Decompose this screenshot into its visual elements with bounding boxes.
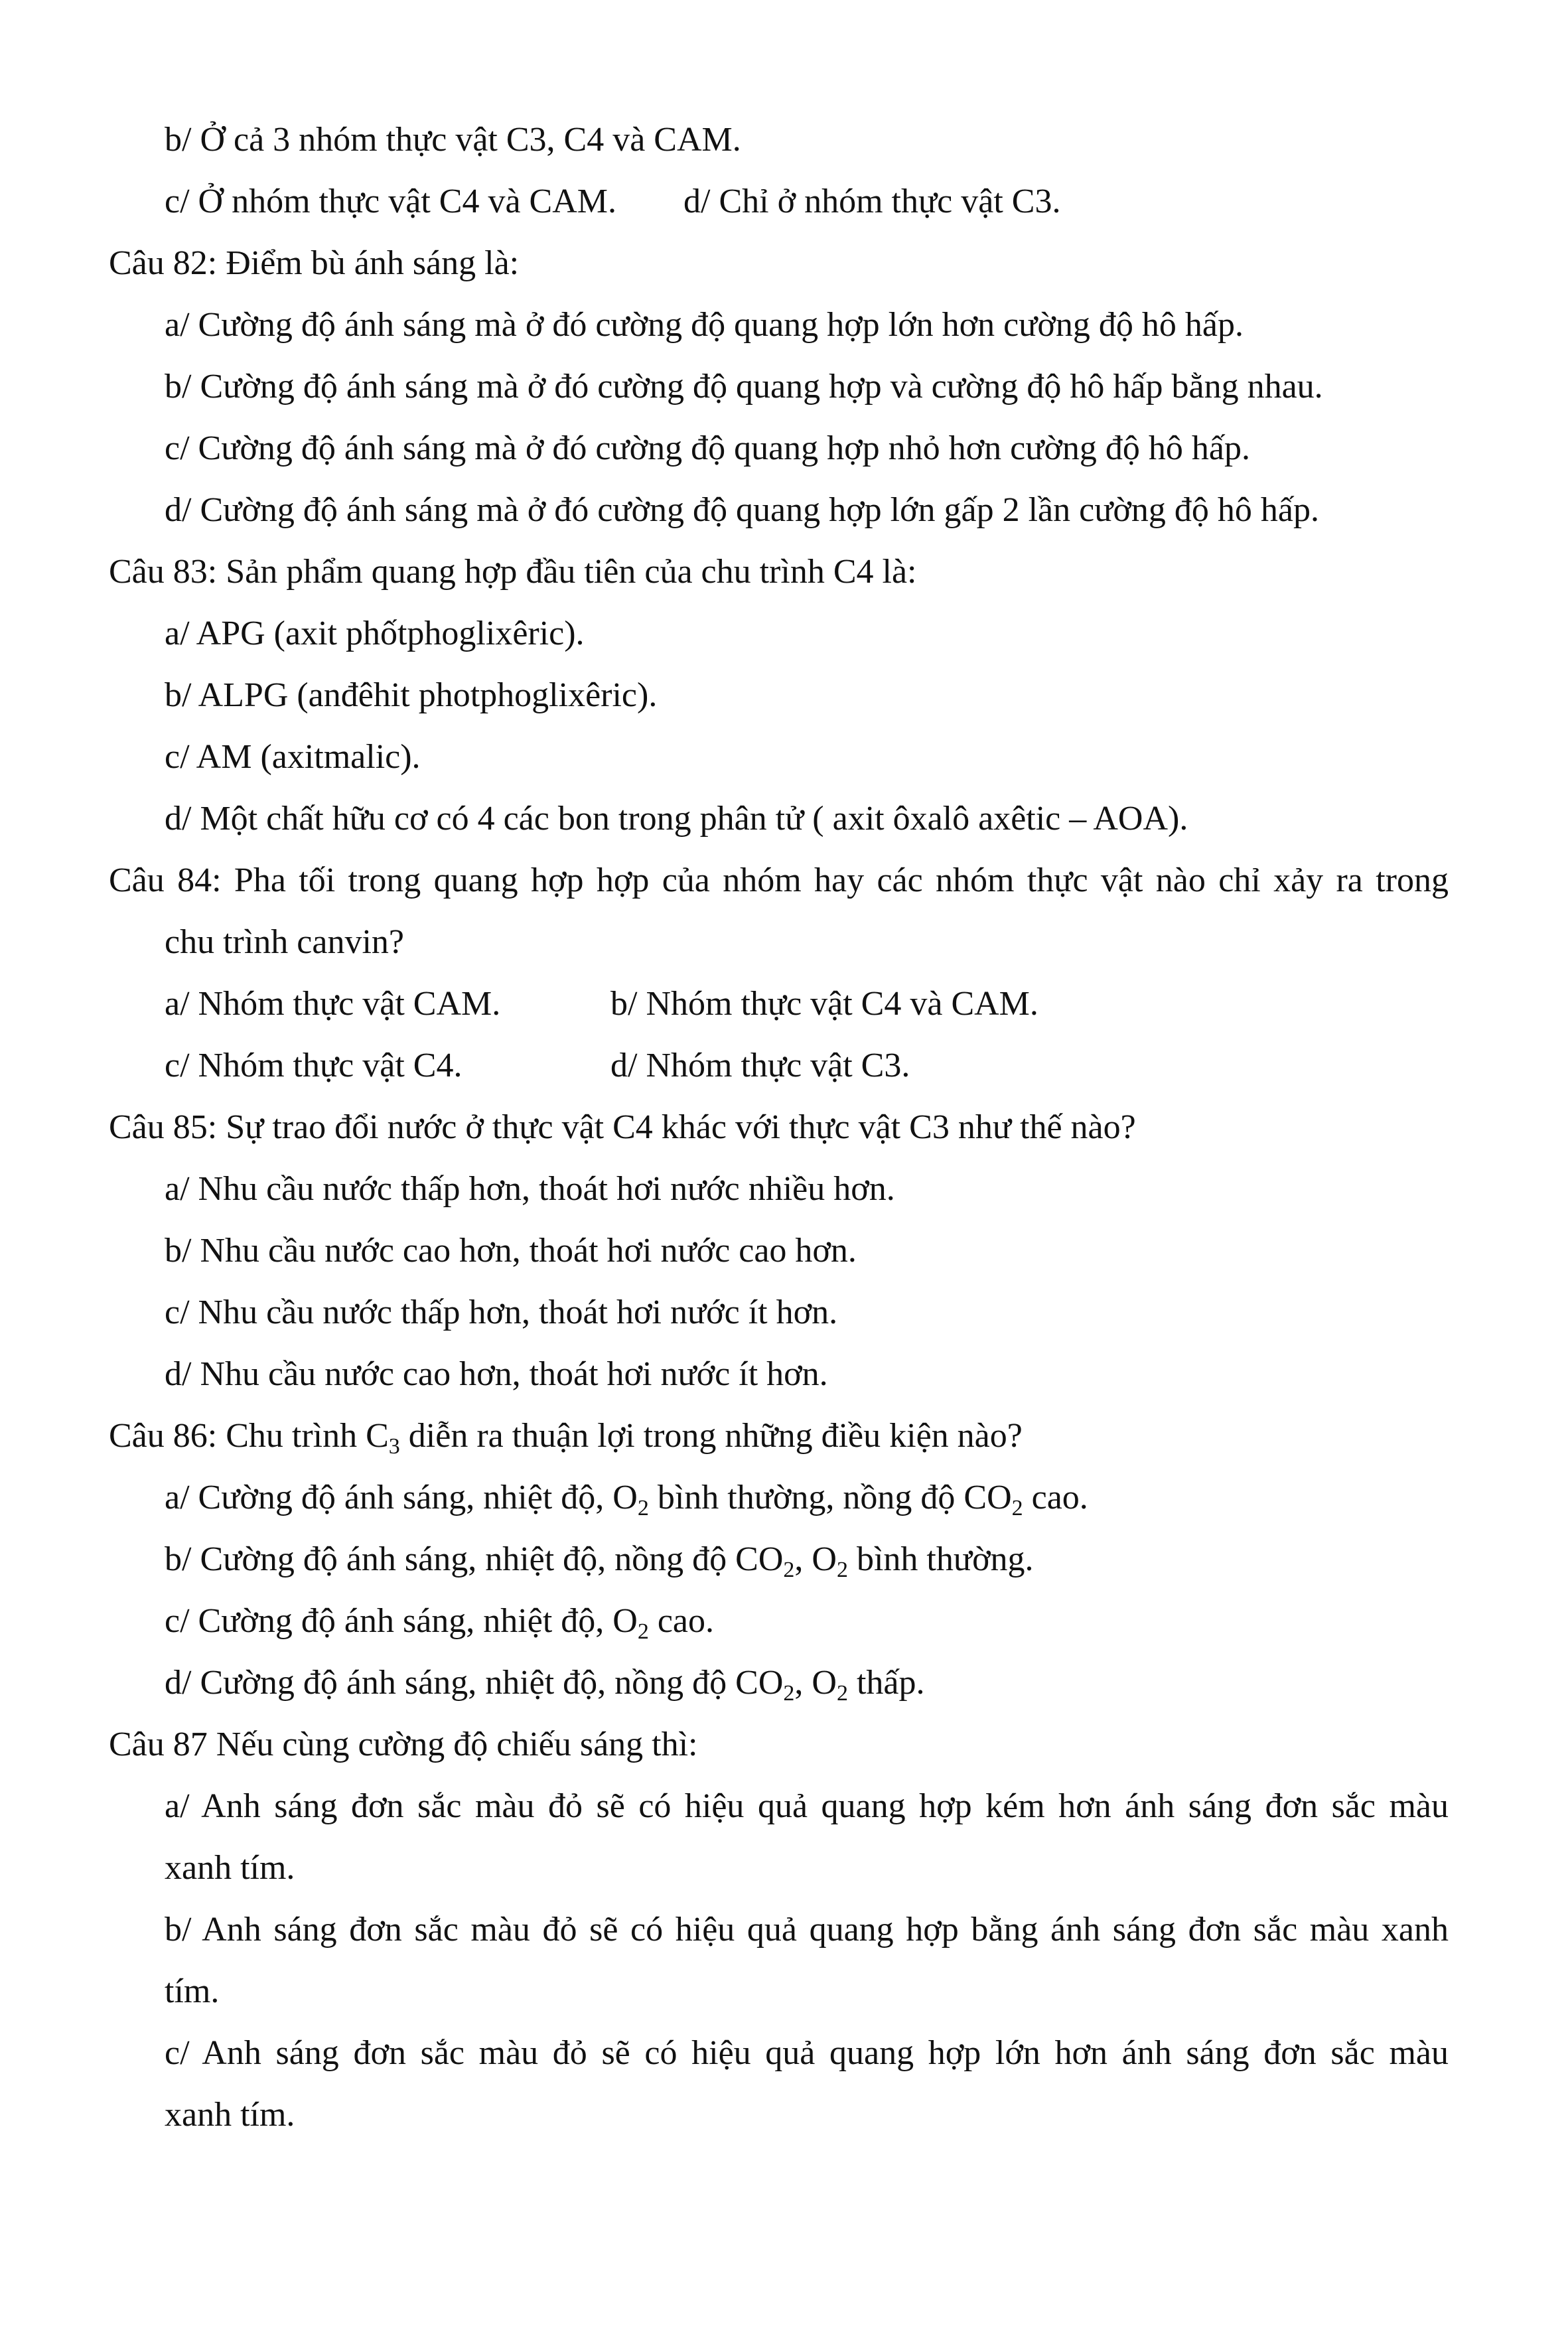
text-part: cao. [1023,1479,1088,1516]
text-part: , O [794,1540,837,1578]
answer-a-q83: a/ APG (axit phốtphoglixêric). [165,615,585,652]
text-part: , O [794,1664,837,1702]
text-part: cao. [648,1602,714,1640]
text-part: thấp. [847,1664,925,1702]
answer-b-q87-continued: tím. [165,1972,220,2010]
text-part: b/ Cường độ ánh sáng, nhiệt độ, nồng độ CO [165,1540,784,1578]
answer-a-q87-continued: xanh tím. [165,1849,295,1887]
answer-d-q84: d/ Nhóm thực vật C3. [610,1047,910,1084]
answer-c-q84: c/ Nhóm thực vật C4. [165,1047,463,1084]
text-part: d/ Cường độ ánh sáng, nhiệt độ, nồng độ CO [165,1664,784,1702]
subscript: 2 [783,1558,795,1582]
subscript: 2 [783,1681,795,1706]
answer-d-q85: d/ Nhu cầu nước cao hơn, thoát hơi nước ít hơn. [165,1355,828,1393]
answer-a-q87: a/ Anh sáng đơn sắc màu đỏ sẽ có hiệu quả quang hợp kém hơn ánh sáng đơn sắc màu [165,1787,1449,1825]
answer-b-q85: b/ Nhu cầu nước cao hơn, thoát hơi nước cao hơn. [165,1232,857,1270]
answer-b-q83: b/ ALPG (anđêhit photphoglixêric). [165,676,658,714]
question-86-text-end: diễn ra thuận lợi trong những điều kiện nào? [399,1417,1023,1455]
question-82: Câu 82: Điểm bù ánh sáng là: [109,244,520,282]
answer-c-q86 [165,1601,714,1644]
text-part: c/ Cường độ ánh sáng, nhiệt độ, O [165,1602,638,1640]
question-84: Câu 84: Pha tối trong quang hợp hợp của nhóm hay các nhóm thực vật nào chỉ xảy ra trong [109,861,1449,899]
question-83: Câu 83: Sản phẩm quang hợp đầu tiên của chu trình C4 là: [109,553,917,591]
answer-c-q87: c/ Anh sáng đơn sắc màu đỏ sẽ có hiệu quả quang hợp lớn hơn ánh sáng đơn sắc màu [165,2034,1449,2072]
subscript: 3 [388,1434,400,1459]
answer-b-q87: b/ Anh sáng đơn sắc màu đỏ sẽ có hiệu quả quang hợp bằng ánh sáng đơn sắc màu xanh [165,1911,1449,1948]
subscript: 2 [836,1681,848,1706]
answer-a-q84: a/ Nhóm thực vật CAM. [165,985,501,1023]
answer-d-q81: d/ Chỉ ở nhóm thực vật C3. [683,183,1061,220]
answer-d-q82: d/ Cường độ ánh sáng mà ở đó cường độ quang hợp lớn gấp 2 lần cường độ hô hấp. [165,491,1319,529]
question-84-continued: chu trình canvin? [165,923,404,961]
answer-c-q85: c/ Nhu cầu nước thấp hơn, thoát hơi nước ít hơn. [165,1293,838,1331]
text-part: a/ Cường độ ánh sáng, nhiệt độ, O [165,1479,638,1516]
text-part: bình thường, nồng độ CO [648,1479,1012,1516]
answer-b-q81: b/ Ở cả 3 nhóm thực vật C3, C4 và CAM. [165,121,741,159]
text-part: bình thường. [847,1540,1034,1578]
subscript: 2 [836,1558,848,1582]
subscript: 2 [1011,1496,1023,1520]
answer-c-q82: c/ Cường độ ánh sáng mà ở đó cường độ quang hợp nhỏ hơn cường độ hô hấp. [165,429,1250,467]
answer-b-q82: b/ Cường độ ánh sáng mà ở đó cường độ quang hợp và cường độ hô hấp bằng nhau. [165,368,1323,405]
answer-c-q81: c/ Ở nhóm thực vật C4 và CAM. [165,183,617,220]
answer-a-q85: a/ Nhu cầu nước thấp hơn, thoát hơi nước nhiều hơn. [165,1170,895,1208]
subscript: 2 [637,1619,649,1644]
question-86-text: Câu 86: Chu trình C [109,1417,389,1455]
answer-c-q87-continued: xanh tím. [165,2096,295,2134]
answer-a-q86 [165,1478,1088,1518]
answer-b-q84: b/ Nhóm thực vật C4 và CAM. [610,985,1038,1023]
question-87: Câu 87 Nếu cùng cường độ chiếu sáng thì: [109,1726,698,1763]
answer-b-q86 [165,1540,1034,1580]
question-85: Câu 85: Sự trao đổi nước ở thực vật C4 khác với thực vật C3 như thế nào? [109,1108,1136,1146]
question-86 [109,1416,1023,1459]
subscript: 2 [637,1496,649,1520]
answer-d-q83: d/ Một chất hữu cơ có 4 các bon trong phân tử ( axit ôxalô axêtic – AOA). [165,800,1188,838]
answer-a-q82: a/ Cường độ ánh sáng mà ở đó cường độ quang hợp lớn hơn cường độ hô hấp. [165,306,1244,344]
answer-d-q86 [165,1663,925,1706]
answer-c-q83: c/ AM (axitmalic). [165,738,421,776]
